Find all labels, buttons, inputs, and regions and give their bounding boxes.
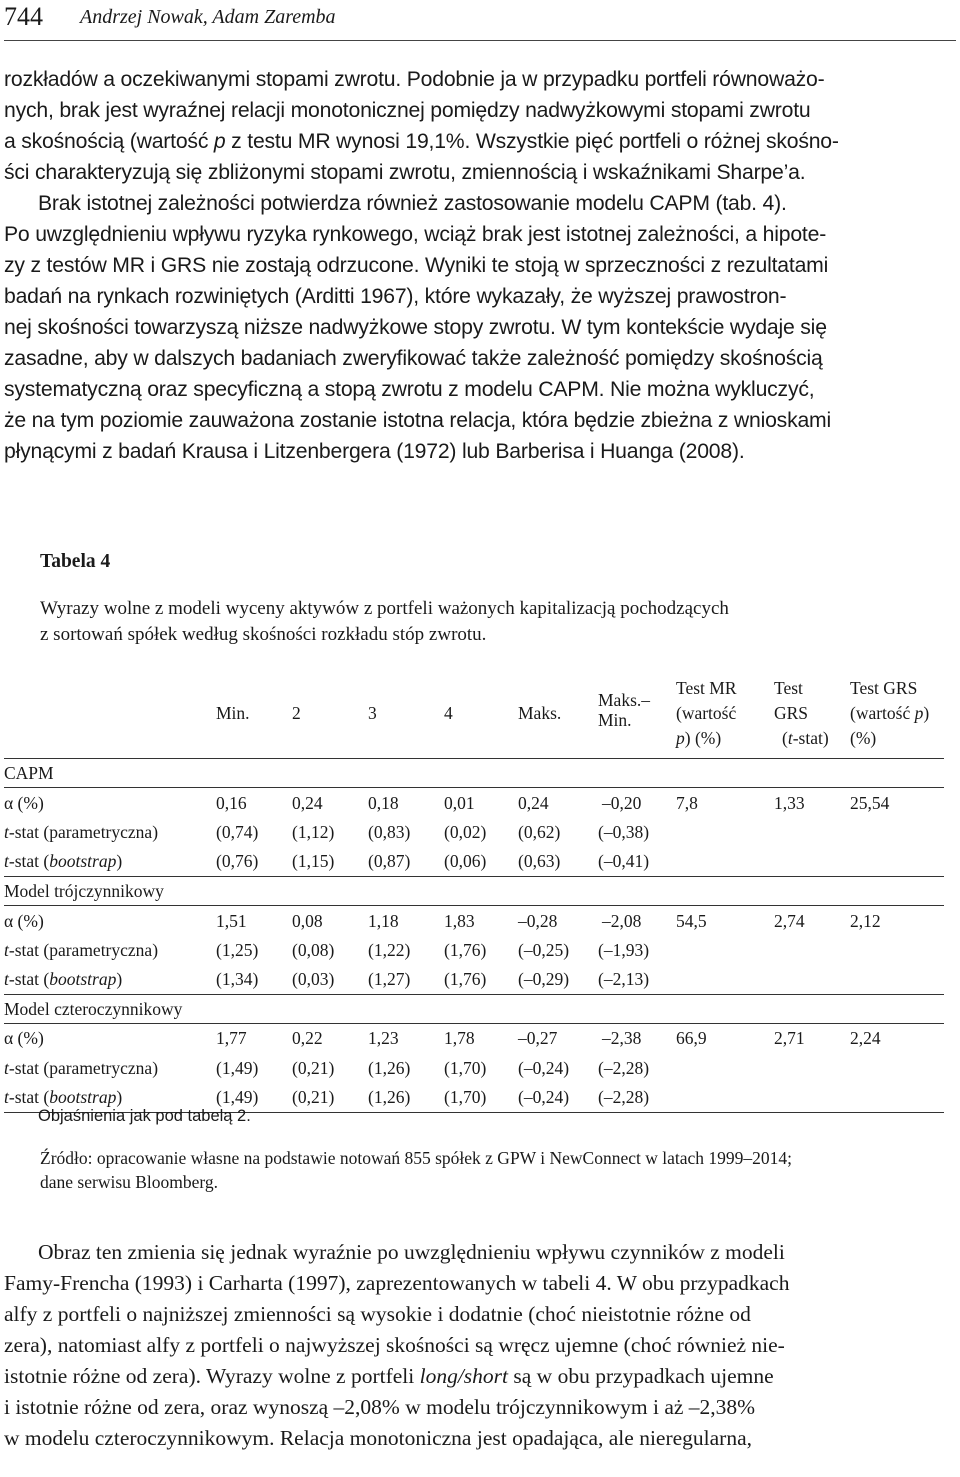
table-cell: (1,34)	[216, 969, 259, 990]
table-cell: (0,02)	[444, 821, 487, 842]
table-cell: (0,62)	[518, 821, 561, 842]
running-header-authors: Andrzej Nowak, Adam Zaremba	[80, 6, 336, 28]
table-cell: (–0,38)	[598, 821, 650, 842]
section-label: CAPM	[4, 759, 944, 788]
text-line: istotnie różne od zera). Wyrazy wolne z portfeli long/short są w obu przypadkach ujemne	[4, 1364, 774, 1388]
table-cell	[676, 935, 774, 964]
text-line: Po uwzględnieniu wpływu ryzyka rynkowego, wciąż brak jest istotnej zależności, a hipote-	[4, 223, 827, 246]
table-cell: (0,08)	[292, 939, 335, 960]
table-cell: 1,33	[774, 792, 805, 813]
text-line: nych, brak jest wyraźnej relacji monotonicznej pomiędzy nadwyżkowymi stopami zwrotu	[4, 99, 811, 122]
table-row	[4, 788, 944, 818]
table-cell	[850, 1053, 944, 1082]
row-label: t-stat (bootstrap)	[4, 1082, 216, 1112]
header-test-mr: Test MR (wartość p) (%)	[676, 668, 774, 759]
section-label: Model czteroczynnikowy	[4, 994, 944, 1023]
table-cell	[774, 817, 850, 846]
header-2: 2	[292, 668, 368, 759]
table-cell: 66,9	[676, 1028, 707, 1049]
text-line: a skośnością (wartość p z testu MR wynosi 19,1%. Wszystkie pięć portfeli o różnej skośno-	[4, 130, 839, 153]
header-maks: Maks.	[518, 668, 598, 759]
table-cell: 0,24	[518, 792, 549, 813]
table-cell: –0,28	[518, 910, 558, 931]
table-cell: (0,83)	[368, 821, 411, 842]
table-cell: (1,49)	[216, 1082, 292, 1112]
table-cell: (1,70)	[444, 1082, 518, 1112]
table-row	[4, 817, 944, 846]
text-line: i istotnie różne od zera, oraz wynoszą –2,08% w modelu trójczynnikowym i aż –2,38%	[4, 1395, 756, 1419]
table-cell: (1,76)	[444, 939, 487, 960]
table-cell: 2,24	[850, 1028, 881, 1049]
page-number: 744	[4, 2, 43, 31]
table-cell	[774, 935, 850, 964]
text-line: Brak istotnej zależności potwierdza również zastosowanie modelu CAPM (tab. 4).	[38, 192, 787, 215]
table-cell	[850, 935, 944, 964]
row-label: t-stat (bootstrap)	[4, 851, 123, 872]
table-row	[4, 935, 944, 964]
table-header-row	[4, 668, 944, 759]
table-cell: (0,63)	[518, 851, 561, 872]
table-cell	[850, 817, 944, 846]
table-source: Źródło: opracowanie własne na podstawie notowań 855 spółek z GPW i NewConnect w latach 1999–2014; dane serwisu Bloomberg.	[40, 1148, 793, 1192]
table-cell: (–1,93)	[598, 939, 650, 960]
table-cell: 7,8	[676, 792, 698, 813]
results-table	[4, 668, 944, 1113]
text-line: zy z testów MR i GRS nie zostają odrzucone. Wyniki te stoją w sprzeczności z rezultatami	[4, 254, 829, 277]
table-cell: 2,12	[850, 910, 881, 931]
table-cell: (–2,28)	[598, 1082, 676, 1112]
header-4: 4	[444, 668, 518, 759]
table-section-row	[4, 876, 944, 905]
table-cell: 1,77	[216, 1028, 247, 1049]
row-label: t-stat (parametryczna)	[4, 821, 159, 842]
table-cell: (–0,41)	[598, 851, 650, 872]
table-title: Tabela 4	[40, 551, 111, 572]
text-line: zasadne, aby w dalszych badaniach zweryfikować także zależność pomiędzy skośnością	[4, 347, 823, 370]
header-maks-min: Maks.– Min.	[598, 668, 676, 759]
text-line: że na tym poziomie zauważona zostanie istotna relacja, która będzie zbieżna z wnioskami	[4, 409, 831, 432]
table-cell: (–2,28)	[598, 1057, 650, 1078]
header-label-cell	[4, 668, 216, 759]
table-row	[4, 847, 944, 877]
table-section-row	[4, 759, 944, 788]
table-cell: (0,87)	[368, 851, 411, 872]
table-cell	[774, 847, 850, 877]
body-paragraph-top	[4, 64, 956, 467]
table-cell: (1,26)	[368, 1057, 411, 1078]
table-cell: (0,76)	[216, 851, 259, 872]
row-label: t-stat (bootstrap)	[4, 969, 123, 990]
table-cell: 0,18	[368, 792, 399, 813]
table-cell: 1,83	[444, 910, 475, 931]
table-cell: 0,16	[216, 792, 247, 813]
row-label: α (%)	[4, 1028, 44, 1049]
text-line: zera), natomiast alfy z portfeli o najwyższej skośności są wręcz ujemne (choć również nie-	[4, 1333, 785, 1357]
table-row	[4, 905, 944, 935]
table-cell: (1,76)	[444, 969, 487, 990]
table-cell: (0,03)	[292, 969, 335, 990]
table-cell	[774, 1082, 850, 1112]
table-cell: 2,74	[774, 910, 805, 931]
table-cell	[774, 964, 850, 994]
text-line: nej skośności towarzyszą niższe nadwyżkowe stopy zwrotu. W tym kontekście wydaje się	[4, 316, 827, 339]
table-cell: (0,74)	[216, 821, 259, 842]
text-line: rozkładów a oczekiwanymi stopami zwrotu. Podobnie ja w przypadku portfeli równoważo-	[4, 68, 825, 91]
table-cell: 1,51	[216, 910, 247, 931]
row-label: t-stat (parametryczna)	[4, 939, 159, 960]
body-paragraph-bottom	[4, 1237, 956, 1454]
running-header	[4, 0, 956, 41]
table-cell	[676, 964, 774, 994]
table-cell: (–0,29)	[518, 969, 570, 990]
table-cell	[850, 1082, 944, 1112]
table-row	[4, 1023, 944, 1053]
text-line: badań na rynkach rozwiniętych (Arditti 1967), które wykazały, że wyższej prawostron-	[4, 285, 787, 308]
text-line: systematyczną oraz specyficzną a stopą zwrotu z modelu CAPM. Nie można wykluczyć,	[4, 378, 815, 401]
table-cell: 2,71	[774, 1028, 805, 1049]
table-cell: 0,01	[444, 792, 475, 813]
text-line: Famy-Frencha (1993) i Carharta (1997), zaprezentowanych w tabeli 4. W obu przypadkach	[4, 1271, 790, 1295]
table-cell: –2,08	[602, 910, 642, 931]
table-cell	[676, 847, 774, 877]
table-cell: (–0,25)	[518, 939, 570, 960]
table-cell: (1,70)	[444, 1057, 487, 1078]
header-min: Min.	[216, 668, 292, 759]
table-row	[4, 1053, 944, 1082]
row-label: α (%)	[4, 792, 44, 813]
table-cell	[676, 1053, 774, 1082]
table-cell: (1,49)	[216, 1057, 259, 1078]
table-cell: (1,22)	[368, 939, 411, 960]
table-cell: 0,22	[292, 1028, 323, 1049]
table-cell: 1,18	[368, 910, 399, 931]
text-line: ści charakteryzują się zbliżonymi stopami zwrotu, zmiennością i wskaźnikami Sharpe’a.	[4, 161, 806, 184]
table-cell	[850, 847, 944, 877]
table-cell: –0,20	[602, 792, 642, 813]
table-cell: (–2,13)	[598, 969, 650, 990]
table-cell: (1,25)	[216, 939, 259, 960]
text-line: Obraz ten zmienia się jednak wyraźnie po uwzględnieniu wpływu czynników z modeli	[38, 1240, 785, 1264]
table-cell: (0,06)	[444, 851, 487, 872]
text-line: w modelu czteroczynnikowym. Relacja monotoniczna jest opadająca, ale nieregularna,	[4, 1426, 753, 1450]
table-cell: –0,27	[518, 1028, 558, 1049]
section-label: Model trójczynnikowy	[4, 876, 944, 905]
table-cell: –2,38	[602, 1028, 642, 1049]
table-section-row	[4, 994, 944, 1023]
table-cell	[676, 817, 774, 846]
table-cell: 1,23	[368, 1028, 399, 1049]
header-test-grs: Test GRS (t-stat)	[774, 668, 850, 759]
table-cell	[850, 964, 944, 994]
header-test-grs-p: Test GRS (wartość p) (%)	[850, 668, 944, 759]
table-cell	[774, 1053, 850, 1082]
table-cell: 0,08	[292, 910, 323, 931]
table-cell: 25,54	[850, 792, 890, 813]
table-cell: (0,21)	[292, 1057, 335, 1078]
table-cell: (1,15)	[292, 851, 335, 872]
row-label: α (%)	[4, 910, 44, 931]
row-label: t-stat (parametryczna)	[4, 1057, 159, 1078]
text-line: alfy z portfeli o najniższej zmienności są wysokie i dodatnie (choć nieistotnie różne od	[4, 1302, 751, 1326]
table-cell: 1,78	[444, 1028, 475, 1049]
table-caption: Wyrazy wolne z modeli wyceny aktywów z portfeli ważonych kapitalizacją pochodzących z sortowań spółek według skośności rozkładu stóp zwrotu.	[40, 598, 729, 645]
table-cell: 54,5	[676, 910, 707, 931]
table-cell: (1,26)	[368, 1082, 444, 1112]
table-cell: (–0,24)	[518, 1082, 598, 1112]
table-cell	[676, 1082, 774, 1112]
text-line: płynącymi z badań Krausa i Litzenbergera (1972) lub Barberisa i Huanga (2008).	[4, 440, 745, 463]
table-cell: 0,24	[292, 792, 323, 813]
table-note: Objaśnienia jak pod tabelą 2.	[38, 1107, 251, 1125]
header-3: 3	[368, 668, 444, 759]
table-cell: (–0,24)	[518, 1057, 570, 1078]
table-cell: (0,21)	[292, 1082, 368, 1112]
table-cell: (1,27)	[368, 969, 411, 990]
table-cell: (1,12)	[292, 821, 335, 842]
table-row	[4, 964, 944, 994]
